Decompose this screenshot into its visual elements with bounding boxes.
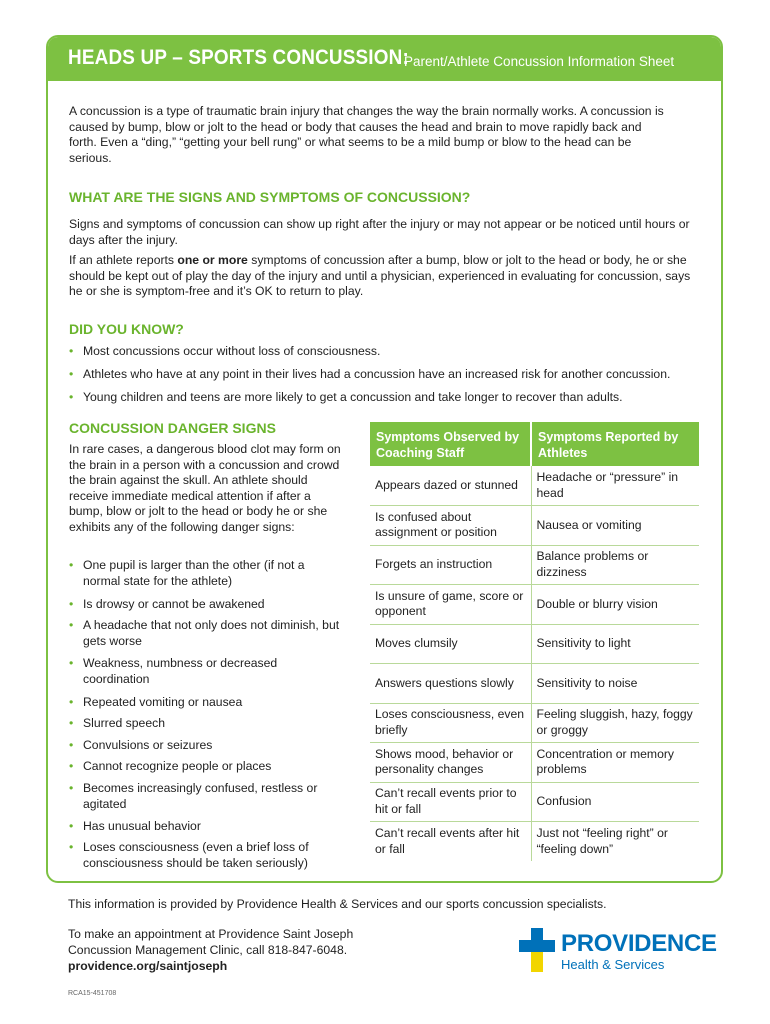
signs-heading: WHAT ARE THE SIGNS AND SYMPTOMS OF CONCUSSION? [69,189,471,205]
appointment-line-2: Concussion Management Clinic, call 818-847-6048. [68,943,348,957]
bullet-icon: • [69,716,74,730]
table-cell: Sensitivity to noise [531,664,699,704]
table-header-reported: Symptoms Reported by Athletes [531,422,699,466]
symptoms-table [370,422,699,861]
danger-signs-description: In rare cases, a dangerous blood clot may form on the brain in a person with a concussion and crowd the brain against the skull. An athlete should receive immediate medical attention if after a bump, blow or jolt to the head or body he or she exhibits any of the following danger signs: [69,442,341,534]
table-row [370,466,699,506]
table-row [370,624,699,664]
list-item: • Becomes increasingly confused, restless or agitated [69,781,318,811]
bullet-icon: • [69,695,74,709]
table-cell: Forgets an instruction [370,545,531,585]
bullet-icon: • [69,367,74,381]
bullet-icon: • [69,781,74,795]
bullet-icon: • [69,738,74,752]
table-cell: Headache or “pressure” in head [531,466,699,506]
table-cell: Confusion [531,782,699,822]
table-cell: Appears dazed or stunned [370,466,531,506]
list-item: • Slurred speech [69,716,165,730]
table-row [370,743,699,783]
document-code: RCA15-451708 [68,990,117,997]
providence-logo [519,928,729,976]
danger-signs-heading: CONCUSSION DANGER SIGNS [69,420,276,436]
page-subtitle: Parent/Athlete Concussion Information Sheet [404,54,675,69]
list-item: • Weakness, numbness or decreased coordination [69,656,278,686]
list-item: • A headache that not only does not diminish, but gets worse [69,618,340,648]
list-item: • Most concussions occur without loss of consciousness. [69,344,381,358]
table-cell: Answers questions slowly [370,664,531,704]
table-row [370,664,699,704]
table-cell: Balance problems or dizziness [531,545,699,585]
table-row [370,506,699,546]
table-row [370,822,699,862]
table-cell: Nausea or vomiting [531,506,699,546]
table-cell: Loses consciousness, even briefly [370,703,531,743]
logo-name: PROVIDENCE [561,930,717,957]
list-item: • Repeated vomiting or nausea [69,695,243,709]
list-item: • Athletes who have at any point in their lives had a concussion have an increased risk for another concussion. [69,367,671,381]
table-cell: Concentration or memory problems [531,743,699,783]
page-title: HEADS UP – SPORTS CONCUSSION: [68,46,409,69]
info-sheet-card [46,35,723,883]
bullet-icon: • [69,390,74,404]
title-banner [48,37,721,81]
table-cell: Is unsure of game, score or opponent [370,585,531,625]
bullet-icon: • [69,759,74,773]
table-row [370,782,699,822]
bullet-icon: • [69,344,74,358]
bullet-icon: • [69,840,74,854]
website-link[interactable]: providence.org/saintjoseph [68,959,228,973]
bullet-icon: • [69,618,74,632]
signs-paragraph-2: If an athlete reports one or more symptoms of concussion after a bump, blow or jolt to the head or body, he or she should be kept out of play the day of the injury and until a physician, experienced in evaluating for concussion, says he or she is symptom-free and it’s OK to return to play. [69,253,691,298]
bullet-icon: • [69,597,74,611]
table-header-observed: Symptoms Observed by Coaching Staff [370,422,531,466]
table-row [370,703,699,743]
provided-by-note: This information is provided by Providence Health & Services and our sports concussion specialists. [68,897,607,911]
table-cell: Just not “feeling right” or “feeling down” [536,826,668,856]
table-row [370,545,699,585]
table-cell: Can’t recall events after hit or fall [370,822,531,862]
table-cell: Can’t recall events prior to hit or fall [370,782,531,822]
intro-paragraph: A concussion is a type of traumatic brain injury that changes the way the brain normally works. A concussion is caused by bump, blow or jolt to the head or body that causes the head and brain to move rapidly back and forth. Even a “ding,” “getting your bell rung” or what seems to be a mild bump or blow to the head can be serious. [69,104,664,165]
table-row [370,585,699,625]
list-item: • Is drowsy or cannot be awakened [69,597,265,611]
bullet-icon: • [69,656,74,670]
table-cell: Sensitivity to light [531,624,699,664]
did-you-know-heading: DID YOU KNOW? [69,321,184,337]
list-item: • Convulsions or seizures [69,738,213,752]
list-item: • Young children and teens are more likely to get a concussion and take longer to recover than adults. [69,390,623,404]
table-cell: Moves clumsily [370,624,531,664]
signs-paragraph-1: Signs and symptoms of concussion can show up right after the injury or may not appear or be noticed until hours or days after the injury. [69,217,690,247]
appointment-info [68,926,353,974]
table-cell: Double or blurry vision [531,585,699,625]
bullet-icon: • [69,819,74,833]
list-item: • Loses consciousness (even a brief loss of consciousness should be taken seriously) [69,840,309,870]
table-cell: Shows mood, behavior or personality changes [370,743,531,783]
list-item: • One pupil is larger than the other (if not a normal state for the athlete) [69,558,305,588]
cross-icon [519,928,555,972]
table-cell: Feeling sluggish, hazy, foggy or groggy [531,703,699,743]
logo-subtitle: Health & Services [561,957,665,972]
appointment-line-1: To make an appointment at Providence Saint Joseph [68,927,354,941]
list-item: • Has unusual behavior [69,819,201,833]
list-item: • Cannot recognize people or places [69,759,272,773]
bullet-icon: • [69,558,74,572]
table-cell: Is confused about assignment or position [370,506,531,546]
